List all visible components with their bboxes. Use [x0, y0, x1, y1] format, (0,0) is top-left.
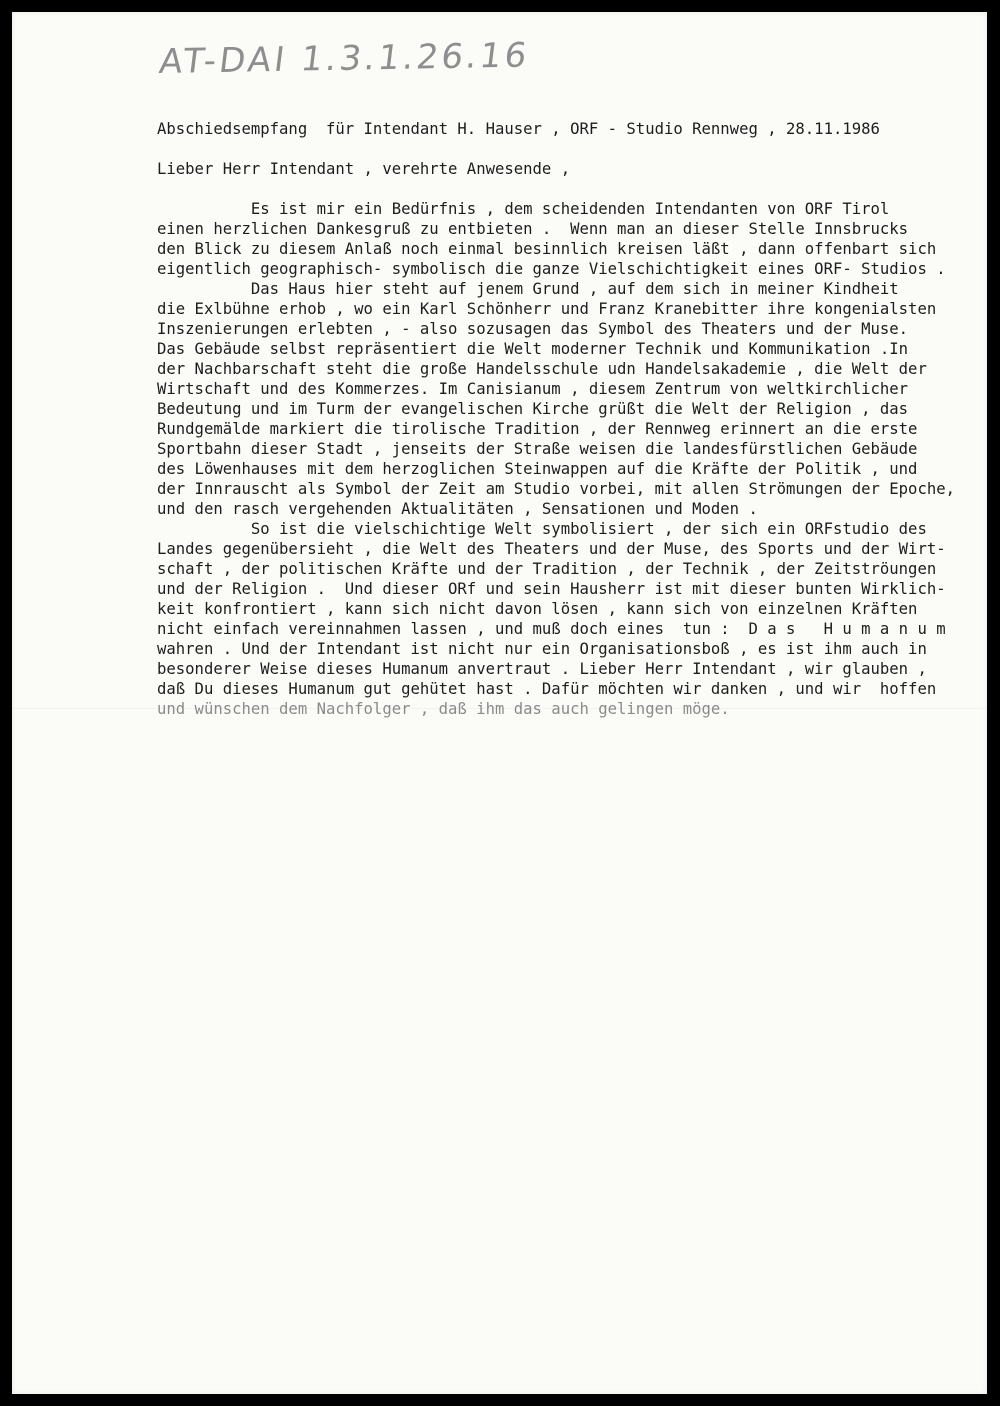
- salutation: Lieber Herr Intendant , verehrte Anwesende ,: [157, 160, 571, 178]
- text-line: wahren . Und der Intendant ist nicht nur ein Organisationsboß , es ist ihm auch in: [157, 640, 927, 658]
- text-line: und wünschen dem Nachfolger , daß ihm das auch gelingen möge.: [157, 700, 730, 718]
- text-line: Bedeutung und im Turm der evangelischen Kirche grüßt die Welt der Religion , das: [157, 400, 909, 418]
- text-line: der Innrauscht als Symbol der Zeit am Studio vorbei, mit allen Strömungen der Epoche,: [157, 480, 955, 498]
- text-line: nicht einfach vereinnahmen lassen , und muß doch eines tun : D a s H u m a n u m: [157, 620, 946, 638]
- text-line: Sportbahn dieser Stadt , jenseits der Straße weisen die landesfürstlichen Gebäude: [157, 440, 918, 458]
- text-line: So ist die vielschichtige Welt symbolisiert , der sich ein ORFstudio des: [157, 520, 927, 538]
- text-line: und der Religion . Und dieser ORf und sein Hausherr ist mit dieser bunten Wirklich-: [157, 580, 946, 598]
- text-line: keit konfrontiert , kann sich nicht davon lösen , kann sich von einzelnen Kräften: [157, 600, 918, 618]
- text-line: die Exlbühne erhob , wo ein Karl Schönherr und Franz Kranebitter ihre kongenialsten: [157, 300, 937, 318]
- text-line: einen herzlichen Dankesgruß zu entbieten . Wenn man an dieser Stelle Innsbrucks: [157, 220, 909, 238]
- text-line: Das Haus hier steht auf jenem Grund , auf dem sich in meiner Kindheit: [157, 280, 899, 298]
- text-line: Landes gegenübersieht , die Welt des Theaters und der Muse, des Sports und der Wirt-: [157, 540, 946, 558]
- text-line: der Nachbarschaft steht die große Handelsschule udn Handelsakademie , die Welt der: [157, 360, 927, 378]
- text-line: Inszenierungen erlebten , - also sozusagen das Symbol des Theaters und der Muse.: [157, 320, 909, 338]
- letter-body: [157, 199, 987, 719]
- text-line: schaft , der politischen Kräfte und der Tradition , der Technik , der Zeitströungen: [157, 560, 937, 578]
- document-header: Abschiedsempfang für Intendant H. Hauser , ORF - Studio Rennweg , 28.11.1986: [157, 120, 880, 138]
- text-line: den Blick zu diesem Anlaß noch einmal besinnlich kreisen läßt , dann offenbart sich: [157, 240, 937, 258]
- text-line: des Löwenhauses mit dem herzoglichen Steinwappen auf die Kräfte der Politik , und: [157, 460, 918, 478]
- text-line: und den rasch vergehenden Aktualitäten , Sensationen und Moden .: [157, 500, 758, 518]
- text-line: Das Gebäude selbst repräsentiert die Welt moderner Technik und Kommunikation .In: [157, 340, 909, 358]
- text-line: daß Du dieses Humanum gut gehütet hast . Dafür möchten wir danken , und wir hoffen: [157, 680, 937, 698]
- text-line: besonderer Weise dieses Humanum anvertraut . Lieber Herr Intendant , wir glauben ,: [157, 660, 927, 678]
- text-line: Rundgemälde markiert die tirolische Tradition , der Rennweg erinnert an die erste: [157, 420, 918, 438]
- text-line: eigentlich geographisch- symbolisch die ganze Vielschichtigkeit eines ORF- Studios .: [157, 260, 946, 278]
- text-line: Wirtschaft und des Kommerzes. Im Canisianum , diesem Zentrum von weltkirchlicher: [157, 380, 909, 398]
- archive-reference: AT-DAI 1.3.1.26.16: [157, 35, 532, 82]
- text-line: Es ist mir ein Bedürfnis , dem scheidenden Intendanten von ORF Tirol: [157, 200, 890, 218]
